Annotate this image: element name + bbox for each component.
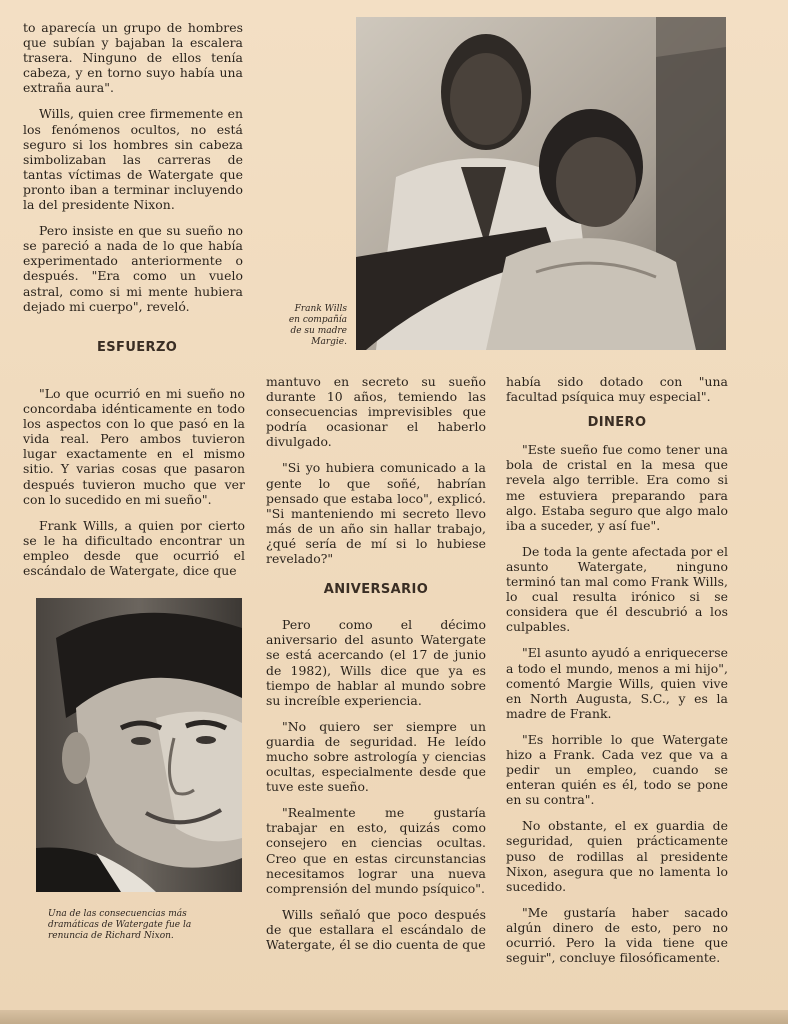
- photo-frank-wills-and-mother: [356, 17, 726, 350]
- paragraph: Pero como el décimo aniversario del asunto Watergate se está acercando (el 17 de junio de 1982), Wills dice que ya es tiempo de hablar al mundo sobre su increíble experiencia.: [266, 617, 486, 708]
- paragraph: "Este sueño fue como tener una bola de cristal en la mesa que revela algo terrible. Era como si me estuviera preparando para algo. Estaba seguro que algo malo iba a suceder, y así fue".: [506, 442, 728, 533]
- paragraph: No obstante, el ex guardia de seguridad, quien prácticamente puso de rodillas al presidente Nixon, asegura que no lamenta lo sucedido.: [506, 818, 728, 894]
- paragraph: "Es horrible lo que Watergate hizo a Frank. Cada vez que va a pedir un empleo, cuando se enteran quién es él, todo se pone en su contra".: [506, 731, 728, 808]
- paragraph: mantuvo en secreto su sueño durante 10 años, temiendo las consecuencias imprevisibles que podría ocasionar el haberlo divulgado.: [266, 374, 486, 450]
- paragraph: "Si yo hubiera comunicado a la gente lo que soñé, habrían pensado que estaba loco", explicó. "Si manteniendo mi secreto llevo más de un año sin hallar trabajo, ¿qué sería de mí si lo hubiese revelado?": [266, 460, 486, 567]
- photo-caption-top: Frank Wills en compañía de su madre Margie.: [288, 304, 347, 347]
- column-1-top: [23, 20, 243, 325]
- paragraph: De toda la gente afectada por el asunto Watergate, ninguno terminó tan mal como Frank Wills, lo cual resulta irónico si se considera que él descubrió a los culpables.: [506, 543, 728, 635]
- paragraph: "Me gustaría haber sacado algún dinero de esto, pero no ocurrió. Pero la vida tiene que seguir", concluye filosóficamente.: [506, 904, 728, 966]
- section-heading-esfuerzo: ESFUERZO: [97, 340, 178, 355]
- paragraph: "El asunto ayudó a enriquecerse a todo el mundo, menos a mi hijo", comentó Margie Wills, quien vive en North Augusta, S.C., y es la madre de Frank.: [506, 645, 728, 721]
- column-3: [506, 374, 728, 976]
- paragraph: "Realmente me gustaría trabajar en esto, quizás como consejero en ciencias ocultas. Creo que en estas circunstancias necesitamos lograr una nueva comprensión del mundo psíquico".: [266, 805, 486, 896]
- page-bottom-edge: [0, 1010, 788, 1024]
- paragraph: Wills, quien cree firmemente en los fenómenos ocultos, no está seguro si los hombres sin cabeza simbolizaban las carreras de tantas víctimas de Watergate que pronto iban a terminar incluyendo la del presidente Nixon.: [23, 106, 243, 213]
- paragraph: Pero insiste en que su sueño no se pareció a nada de lo que había experimentado anteriormente o después. "Era como un vuelo astral, como si mi mente hubiera dejado mi cuerpo", reveló.: [23, 223, 243, 314]
- photo-illustration: [36, 598, 242, 892]
- paragraph: to aparecía un grupo de hombres que subían y bajaban la escalera trasera. Ninguno de ellos tenía cabeza, y en torno suyo había una extraña aura".: [23, 20, 243, 96]
- paragraph: "No quiero ser siempre un guardia de seguridad. He leído mucho sobre astrología y ciencias ocultas, especialmente desde que tuve este sueño.: [266, 718, 486, 795]
- paragraph: Frank Wills, a quien por cierto se le ha dificultado encontrar un empleo desde que ocurrió el escándalo de Watergate, dice que: [23, 517, 245, 579]
- photo-illustration: [356, 17, 726, 350]
- column-2: [266, 374, 486, 963]
- section-heading-aniversario: ANIVERSARIO: [323, 582, 429, 598]
- section-heading-dinero: DINERO: [587, 415, 647, 431]
- photo-caption-bottom: Una de las consecuencias más dramáticas de Watergate fue la renuncia de Richard Nixon.: [48, 909, 192, 941]
- paragraph: Wills señaló que poco después de que estallara el escándalo de Watergate, él se dio cuenta de que: [266, 906, 486, 952]
- photo-richard-nixon: [36, 598, 242, 892]
- column-1-middle: [23, 386, 245, 589]
- paragraph: había sido dotado con "una facultad psíquica muy especial".: [506, 374, 728, 405]
- paragraph: "Lo que ocurrió en mi sueño no concordaba idénticamente en todo los aspectos con lo que pasó en la vida real. Pero ambos tuvieron lugar exactamente en el mismo sitio. Y varias cosas que pasaron después tuvieron mucho que ver con lo sucedido en mi sueño".: [23, 386, 245, 507]
